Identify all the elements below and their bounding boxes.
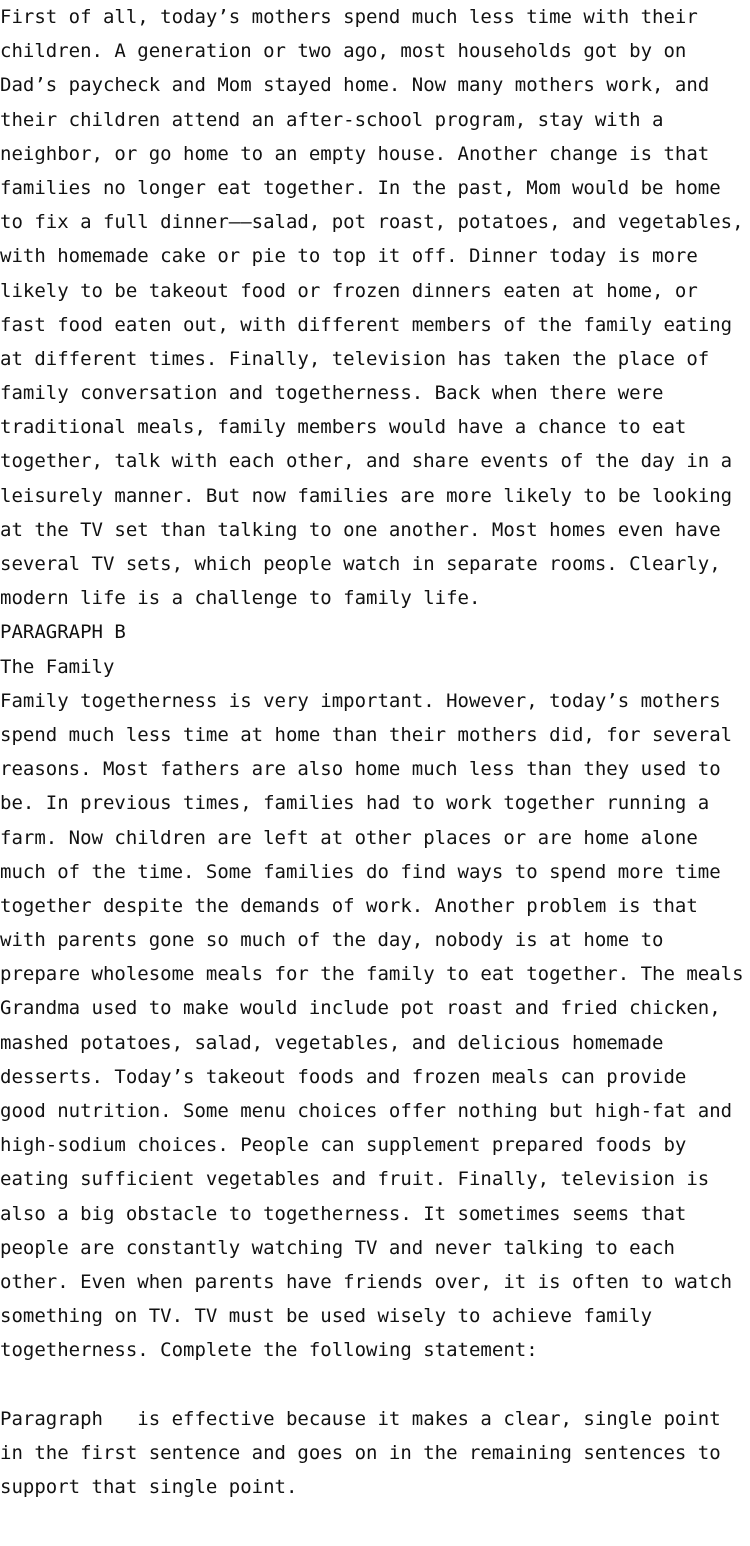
- text-line: together, talk with each other, and share events of the day in a: [0, 450, 733, 473]
- text-line: Paragraph is effective because it makes a clear, single point: [0, 1407, 721, 1430]
- text-line: to fix a full dinner——salad, pot roast, potatoes, and vegetables,: [0, 211, 744, 234]
- text-line: reasons. Most fathers are also home much less than they used to: [0, 758, 721, 781]
- text-line: neighbor, or go home to an empty house. Another change is that: [0, 142, 710, 165]
- text-line: farm. Now children are left at other places or are home alone: [0, 826, 698, 849]
- text-line: several TV sets, which people watch in separate rooms. Clearly,: [0, 553, 721, 575]
- text-line: something on TV. TV must be used wisely to achieve family: [0, 1305, 653, 1328]
- text-line: with homemade cake or pie to top it off. Dinner today is more: [0, 245, 698, 268]
- text-line: togetherness. Complete the following statement:: [0, 1339, 538, 1362]
- text-line: Grandma used to make would include pot roast and fried chicken,: [0, 997, 721, 1020]
- text-line: at different times. Finally, television has taken the place of: [0, 347, 710, 370]
- text-line: prepare wholesome meals for the family to eat together. The meals: [0, 963, 744, 986]
- text-line: people are constantly watching TV and never talking to each: [0, 1236, 675, 1259]
- text-line: other. Even when parents have friends over, it is often to watch: [0, 1270, 733, 1293]
- text-line: children. A generation or two ago, most households got by on: [0, 40, 687, 63]
- text-line: good nutrition. Some menu choices offer nothing but high-fat and: [0, 1100, 733, 1122]
- text-line: family conversation and togetherness. Back when there were: [0, 382, 664, 405]
- text-line: with parents gone so much of the day, nobody is at home to: [0, 929, 664, 952]
- text-line: at the TV set than talking to one another. Most homes even have: [0, 518, 721, 541]
- text-line: also a big obstacle to togetherness. It sometimes seems that: [0, 1202, 687, 1225]
- paragraph-b-label: PARAGRAPH B: [0, 621, 126, 644]
- paragraph-a-text: [0, 0, 750, 615]
- text-line: likely to be takeout food or frozen dinners eaten at home, or: [0, 279, 698, 302]
- text-line: First of all, today’s mothers spend much less time with their: [0, 6, 698, 28]
- text-line: much of the time. Some families do find ways to spend more time: [0, 860, 721, 883]
- text-line: leisurely manner. But now families are more likely to be looking: [0, 484, 733, 507]
- text-line: their children attend an after-school program, stay with a: [0, 108, 664, 131]
- text-line: together despite the demands of work. Another problem is that: [0, 894, 698, 917]
- text-line: modern life is a challenge to family life.: [0, 587, 481, 610]
- text-line: spend much less time at home than their mothers did, for several: [0, 723, 733, 746]
- text-line: fast food eaten out, with different members of the family eating: [0, 313, 733, 336]
- paragraph-b-title: The Family: [0, 655, 115, 678]
- text-line: support that single point.: [0, 1476, 298, 1499]
- blank-line: [0, 1368, 750, 1402]
- text-line: traditional meals, family members would have a chance to eat: [0, 416, 687, 439]
- text-line: high-sodium choices. People can supplement prepared foods by: [0, 1134, 687, 1157]
- text-line: mashed potatoes, salad, vegetables, and delicious homemade: [0, 1031, 664, 1054]
- text-line: Dad’s paycheck and Mom stayed home. Now many mothers work, and: [0, 74, 710, 97]
- text-line: eating sufficient vegetables and fruit. Finally, television is: [0, 1168, 710, 1191]
- text-line: families no longer eat together. In the past, Mom would be home: [0, 176, 721, 199]
- paragraph-b-text: [0, 684, 750, 1368]
- text-line: desserts. Today’s takeout foods and frozen meals can provide: [0, 1065, 687, 1088]
- statement-text: [0, 1402, 750, 1505]
- text-line: in the first sentence and goes on in the remaining sentences to: [0, 1441, 721, 1464]
- text-line: Family togetherness is very important. However, today’s mothers: [0, 689, 721, 712]
- text-line: be. In previous times, families had to work together running a: [0, 792, 710, 815]
